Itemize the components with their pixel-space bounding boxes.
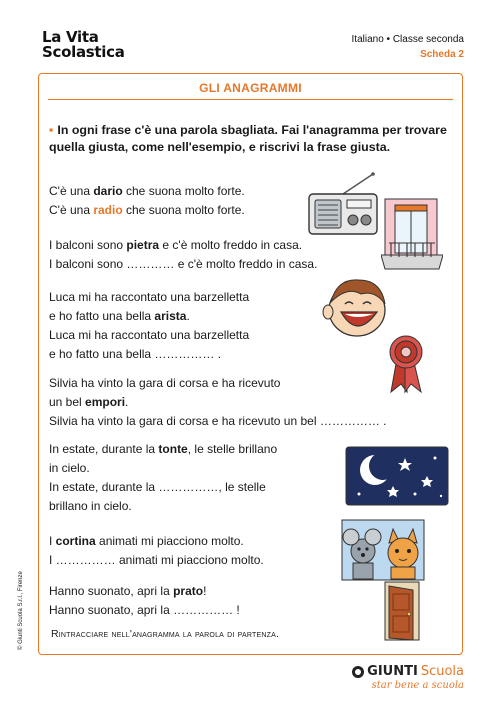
- wrong-word: dario: [93, 184, 123, 198]
- worksheet-frame: [38, 73, 463, 655]
- publisher-logo: [352, 664, 464, 691]
- sentence-line: [49, 307, 249, 326]
- sentence-text: I balconi sono ………… e c'è molto freddo in casa.: [49, 257, 318, 271]
- copyright-notice: © Giunti Scuola S.r.l., Firenze: [18, 571, 24, 650]
- sentence-text: , le stelle brillano: [187, 442, 278, 456]
- brand-line-2: Scolastica: [42, 43, 125, 61]
- radio-icon: [303, 172, 381, 238]
- final-instruction: Rintracciare nell'anagramma la parola di partenza.: [51, 628, 280, 640]
- sentence-text: I …………… animati mi piacciono molto.: [49, 553, 264, 567]
- sentence-text: I: [49, 534, 56, 548]
- sentence-line: [49, 236, 317, 255]
- sentence-text: brillano in cielo.: [49, 499, 132, 513]
- exercise-1: [49, 182, 245, 220]
- sentence-text: che suona molto forte.: [122, 184, 245, 198]
- sentence-line: [49, 393, 387, 412]
- subject-label: Italiano • Classe seconda: [351, 34, 464, 45]
- bullet-icon: ▪: [49, 123, 54, 137]
- door-icon: [383, 580, 421, 642]
- exercise-4: [49, 374, 387, 431]
- instruction-text: In ogni frase c'è una parola sbagliata. Fai l'anagramma per trovare quella giusta, come nell'esempio, e riscrivi la frase giusta.: [49, 123, 447, 154]
- logo-tagline: star bene a scuola: [371, 680, 464, 691]
- sentence-text: C'è una: [49, 184, 94, 198]
- wrong-word: tonte: [158, 442, 188, 456]
- exercise-3: [49, 288, 249, 364]
- sentence-line: [49, 288, 249, 307]
- sentence-text: Hanno suonato, apri la …………… !: [49, 603, 240, 617]
- wrong-word: empori: [85, 395, 126, 409]
- sentence-line: [49, 326, 249, 345]
- sentence-text: animati mi piacciono molto.: [95, 534, 244, 548]
- sentence-line: [49, 532, 264, 551]
- sentence-text: In estate, durante la ……………, le stelle: [49, 480, 266, 494]
- sentence-line: [49, 182, 245, 201]
- exercise-2: [49, 236, 317, 274]
- brand-logo: [42, 30, 125, 60]
- sentence-line: [49, 440, 277, 459]
- wrong-word: arista: [154, 309, 187, 323]
- sentence-line: [49, 478, 277, 497]
- exercise-7: [49, 582, 240, 620]
- exercise-6: [49, 532, 264, 570]
- balcony-icon: [381, 197, 443, 279]
- cat-mouse-cartoon-icon: [341, 519, 425, 581]
- sentence-text: Luca mi ha raccontato una barzelletta: [49, 290, 250, 304]
- rosette-icon: [383, 332, 429, 394]
- sentence-text: Silvia ha vinto la gara di corsa e ha ricevuto un bel …………… .: [49, 414, 387, 428]
- sentence-text: in cielo.: [49, 461, 90, 475]
- sentence-text: che suona molto forte.: [122, 203, 245, 217]
- instruction: [49, 122, 454, 156]
- worksheet-meta: [352, 32, 464, 62]
- sentence-text: e c'è molto freddo in casa.: [159, 238, 303, 252]
- sentence-text: C'è una: [49, 203, 94, 217]
- sentence-line: [49, 201, 245, 220]
- answer-word: radio: [93, 203, 123, 217]
- brand-line-1: La Vita: [42, 28, 99, 46]
- sentence-line: [49, 345, 249, 364]
- sentence-text: e ho fatto una bella …………… .: [49, 347, 222, 361]
- sheet-label: Scheda 2: [420, 49, 464, 60]
- exercise-5: [49, 440, 277, 516]
- sentence-text: .: [186, 309, 190, 323]
- sentence-text: .: [125, 395, 129, 409]
- sentence-line: [49, 374, 387, 393]
- title-divider: [48, 99, 453, 100]
- sentence-line: [49, 497, 277, 516]
- sentence-text: Hanno suonato, apri la: [49, 584, 174, 598]
- sentence-line: [49, 601, 240, 620]
- wrong-word: pietra: [126, 238, 160, 252]
- night-sky-icon: [345, 446, 449, 506]
- sentence-line: [49, 255, 317, 274]
- sentence-line: [49, 551, 264, 570]
- laughing-boy-icon: [319, 274, 393, 340]
- sentence-text: In estate, durante la: [49, 442, 159, 456]
- sentence-text: I balconi sono: [49, 238, 127, 252]
- page-title: GLI ANAGRAMMI: [199, 81, 302, 95]
- wrong-word: prato: [173, 584, 204, 598]
- sentence-text: !: [203, 584, 207, 598]
- sentence-line: [49, 582, 240, 601]
- sentence-line: [49, 412, 387, 431]
- sentence-text: e ho fatto una bella: [49, 309, 155, 323]
- sentence-text: un bel: [49, 395, 86, 409]
- giunti-mark-icon: [352, 666, 364, 678]
- logo-main: GIUNTI: [367, 664, 418, 679]
- sentence-text: Luca mi ha raccontato una barzelletta: [49, 328, 250, 342]
- logo-accent: Scuola: [420, 664, 464, 679]
- sentence-line: [49, 459, 277, 478]
- wrong-word: cortina: [55, 534, 96, 548]
- sentence-text: Silvia ha vinto la gara di corsa e ha ricevuto: [49, 376, 281, 390]
